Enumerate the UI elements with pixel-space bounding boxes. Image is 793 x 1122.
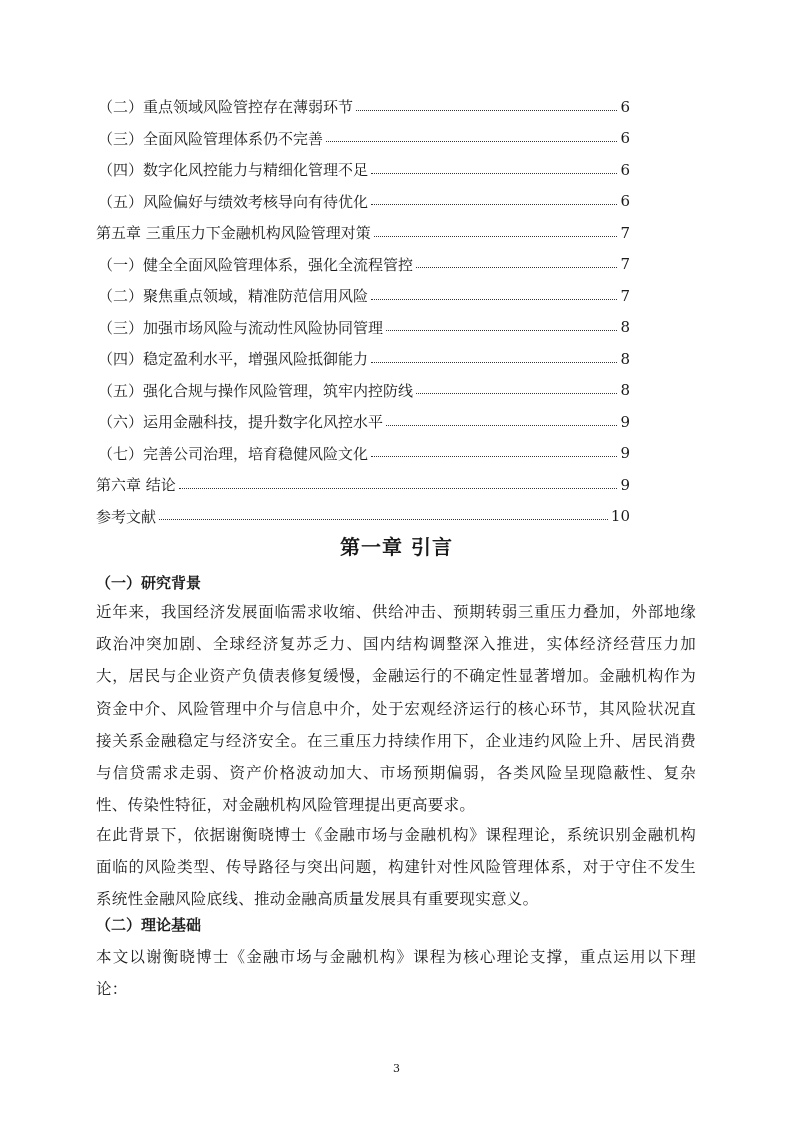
toc-entry[interactable] — [96, 249, 630, 281]
toc-entry-title: （四）数字化风控能力与精细化管理不足 — [98, 161, 369, 180]
toc-entry-title: 第六章 结论 — [96, 476, 176, 495]
toc-entry-page: 8 — [620, 318, 630, 337]
chapter-title: 第一章 引言 — [340, 535, 453, 559]
toc-entry[interactable] — [96, 217, 630, 249]
toc-entry-page: 9 — [620, 475, 630, 494]
toc-entry-title: （四）稳定盈利水平，增强风险抵御能力 — [98, 350, 369, 369]
toc-entry-title: （五）风险偏好与绩效考核导向有待优化 — [98, 192, 369, 211]
toc-leader-dots — [386, 329, 617, 331]
toc-entry-title: （二）聚焦重点领域，精准防范信用风险 — [98, 287, 369, 306]
toc-leader-dots — [159, 518, 608, 520]
toc-entry-page: 8 — [620, 381, 630, 400]
toc-entry[interactable] — [96, 438, 630, 470]
body-paragraph: 近年来，我国经济发展面临需求收缩、供给冲击、预期转弱三重压力叠加，外部地缘政治冲突加剧、全球经济复苏乏力、国内结构调整深入推进，实体经济经营压力加大，居民与企业资产负债表修复缓慢，金融运行的不确定性显著增加。金融机构作为资金中介、风险管理中介与信息中介，处于宏观经济运行的核心环节，其风险状况直接关系金融稳定与经济安全。在三重压力持续作用下，企业违约风险上升、居民消费与信贷需求走弱、资产价格波动加大、市场预期偏弱，各类风险呈现隐蔽性、复杂性、传染性特征，对金融机构风险管理提出更高要求。 — [96, 603, 696, 815]
toc-entry-title: 第五章 三重压力下金融机构风险管理对策 — [96, 224, 371, 243]
toc-entry[interactable] — [96, 469, 630, 501]
table-of-contents — [96, 91, 630, 532]
toc-leader-dots — [371, 203, 617, 205]
toc-entry-page: 9 — [620, 412, 630, 431]
toc-leader-dots — [371, 298, 617, 300]
toc-leader-dots — [371, 361, 617, 363]
toc-entry-page: 6 — [620, 129, 630, 148]
toc-entry-page: 7 — [620, 286, 630, 305]
toc-entry-title: （二）重点领域风险管控存在薄弱环节 — [98, 98, 354, 117]
toc-entry-page: 6 — [620, 97, 630, 116]
toc-entry-title: （七）完善公司治理，培育稳健风险文化 — [98, 444, 369, 463]
toc-entry-title: 参考文献 — [96, 507, 157, 526]
toc-entry-title: （一）健全全面风险管理体系，强化全流程管控 — [98, 255, 414, 274]
toc-entry[interactable] — [96, 186, 630, 218]
toc-entry-title: （五）强化合规与操作风险管理，筑牢内控防线 — [98, 381, 414, 400]
page-number: 3 — [393, 1062, 400, 1075]
toc-entry-title: （三）加强市场风险与流动性风险协同管理 — [98, 318, 384, 337]
toc-leader-dots — [386, 424, 617, 426]
toc-entry[interactable] — [96, 406, 630, 438]
toc-entry-page: 6 — [620, 192, 630, 211]
toc-entry-page: 6 — [620, 160, 630, 179]
toc-entry-page: 9 — [620, 444, 630, 463]
toc-entry-page: 10 — [610, 507, 630, 526]
toc-leader-dots — [326, 140, 617, 142]
toc-entry-page: 8 — [620, 349, 630, 368]
toc-entry[interactable] — [96, 123, 630, 155]
toc-entry-page: 7 — [620, 255, 630, 274]
toc-leader-dots — [416, 266, 617, 268]
toc-leader-dots — [371, 455, 617, 457]
toc-entry-page: 7 — [620, 223, 630, 242]
toc-entry[interactable] — [96, 343, 630, 375]
toc-leader-dots — [356, 109, 617, 111]
section-heading: （一）研究背景 — [96, 574, 202, 592]
toc-entry-title: （三）全面风险管理体系仍不完善 — [98, 129, 324, 148]
toc-leader-dots — [179, 487, 617, 489]
body-paragraph: 在此背景下，依据谢衡晓博士《金融市场与金融机构》课程理论，系统识别金融机构面临的风险类型、传导路径与突出问题，构建针对性风险管理体系，对于守住不发生系统性金融风险底线、推动金融高质量发展具有重要现实意义。 — [96, 826, 696, 909]
body-paragraph: 本文以谢衡晓博士《金融市场与金融机构》课程为核心理论支撑，重点运用以下理论： — [96, 948, 696, 999]
toc-entry[interactable] — [96, 501, 630, 533]
toc-entry[interactable] — [96, 154, 630, 186]
toc-entry[interactable] — [96, 312, 630, 344]
section-heading: （二）理论基础 — [96, 916, 202, 934]
toc-leader-dots — [374, 235, 617, 237]
toc-leader-dots — [416, 392, 617, 394]
toc-entry[interactable] — [96, 280, 630, 312]
toc-leader-dots — [371, 172, 617, 174]
toc-entry[interactable] — [96, 91, 630, 123]
toc-entry-title: （六）运用金融科技，提升数字化风控水平 — [98, 413, 384, 432]
toc-entry[interactable] — [96, 375, 630, 407]
